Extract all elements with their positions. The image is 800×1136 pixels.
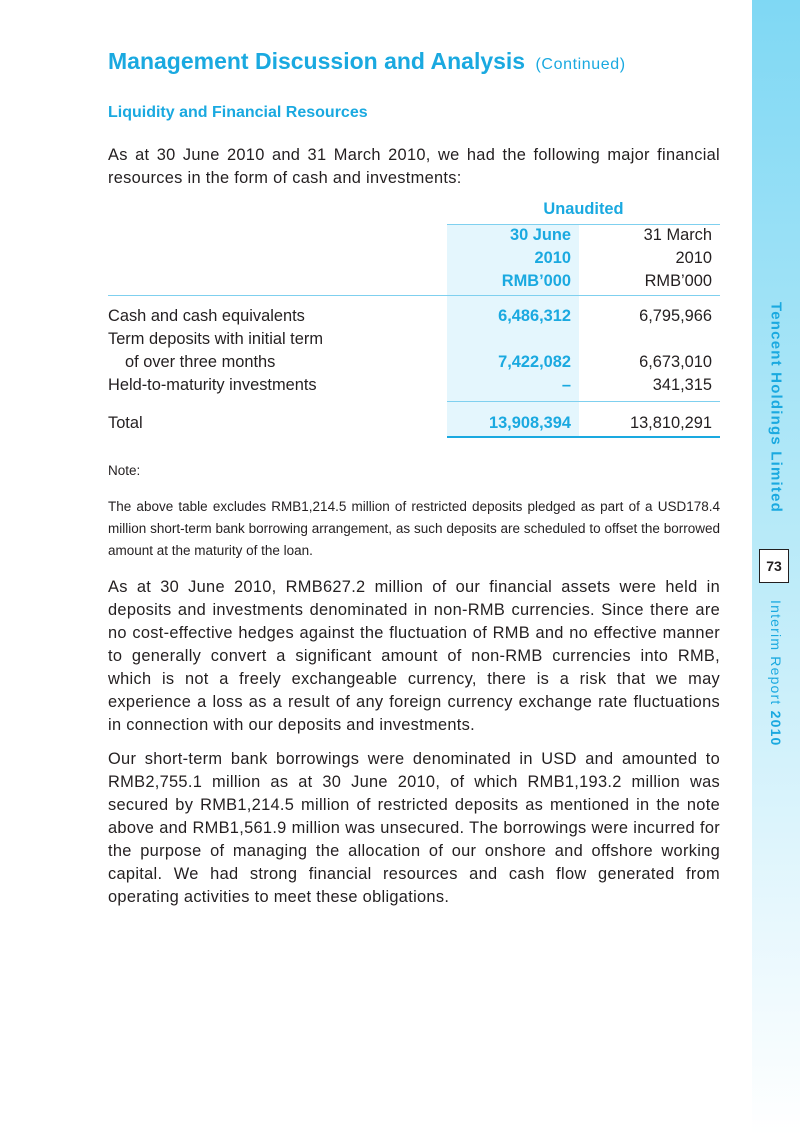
row-label: Cash and cash equivalents (108, 307, 305, 325)
sidebar-report-title (768, 600, 784, 747)
row-value-col2: 6,673,010 (639, 353, 712, 371)
row-label: Term deposits with initial term (108, 330, 323, 348)
col1-header-line3: RMB’000 (501, 272, 571, 290)
col2-header-line2: 2010 (675, 249, 712, 267)
sidebar-company-name: Tencent Holdings Limited (767, 302, 785, 514)
col1-header-line1: 30 June (509, 226, 571, 244)
unaudited-header: Unaudited (543, 200, 624, 218)
body-paragraph-2: Our short-term bank borrowings were denominated in USD and amounted to RMB2,755.1 million as at 30 June 2010, of which RMB1,193.2 million was secured by RMB1,214.5 million of restricted deposits as mentioned in the note above and RMB1,561.9 million was unsecured. The borrowings were incurred for the purpose of managing the allocation of our onshore and offshore working capital. We had strong financial resources and cash flow generated from operating activities to meet these obligations. (108, 750, 720, 906)
page-title (108, 48, 626, 75)
intro-paragraph: As at 30 June 2010 and 31 March 2010, we had the following major financial resources in the form of cash and investments: (108, 146, 720, 187)
row-value-col2: 341,315 (652, 376, 712, 394)
row-value-col1: 7,422,082 (498, 353, 571, 371)
row-value-col1: 6,486,312 (498, 307, 571, 325)
row-label: Held-to-maturity investments (108, 376, 317, 394)
header-rule (108, 295, 720, 296)
col2-header-line1: 31 March (643, 226, 712, 244)
body-paragraph-1: As at 30 June 2010, RMB627.2 million of our financial assets were held in deposits and investments denominated in non-RMB currencies. Since there are no cost-effective hedges against the fluctuation of RMB and no effective manner to generally convert a significant amount of non-RMB currencies into RMB, which is not a freely exchangeable currency, there is a risk that we may experience a loss as a result of any foreign currency exchange rate fluctuations in connection with our deposits and investments. (108, 578, 720, 734)
total-value-col2: 13,810,291 (629, 414, 712, 432)
total-value-col1: 13,908,394 (488, 414, 571, 432)
col1-header-line2: 2010 (534, 249, 571, 267)
subtotal-rule (447, 401, 720, 402)
col2-header-line3: RMB’000 (644, 272, 712, 290)
section-heading: Liquidity and Financial Resources (108, 104, 368, 121)
total-rule (447, 436, 720, 438)
total-label: Total (108, 414, 143, 432)
row-label-continued: of over three months (125, 353, 276, 371)
note-text: The above table excludes RMB1,214.5 million of restricted deposits pledged as part of a USD178.4 million short-term bank borrowing arrangement, as such deposits are scheduled to offset the borrowed amount at the maturity of the loan. (108, 499, 720, 558)
sidebar-report-prefix: Interim Report (768, 600, 784, 711)
sidebar-report-year: 2010 (768, 710, 784, 747)
page-number: 73 (759, 549, 789, 583)
note-heading: Note: (108, 463, 141, 478)
row-value-col1: – (561, 376, 571, 394)
row-value-col2: 6,795,966 (639, 307, 712, 325)
continued-label: (Continued) (535, 56, 626, 73)
page-title-text: Management Discussion and Analysis (108, 48, 526, 74)
